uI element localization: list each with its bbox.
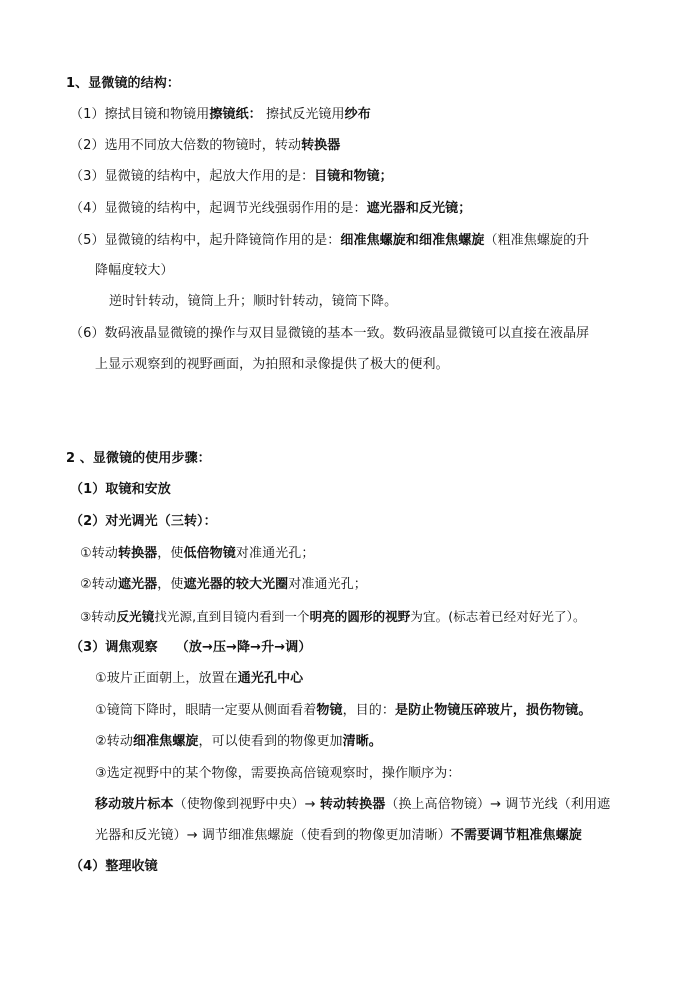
s1-item-6-cont: 上显示观察到的视野画面，为拍照和录像提供了极大的便利。 [95,357,449,372]
text: （2）选用不同放大倍数的物镜时，转动 [70,138,302,153]
text: （1）擦拭目镜和物镜用 [70,107,210,122]
text-bold: 通光孔中心 [237,671,304,686]
s1-item-5-cont: 降幅度较大） [95,263,174,278]
text-bold: 细准焦螺旋 [132,734,199,749]
s1-item-6: （6）数码液晶显微镜的操作与双目显微镜的基本一致。数码液晶显微镜可以直接在液晶屏 [70,326,590,341]
s2-step-3-line-3 [95,733,382,751]
text: 找光源,直到目镜内看到一个 [154,609,310,624]
text: ①玻片正面朝上，放置在 [95,671,238,686]
text-bold: 明亮的圆形的视野 [309,609,411,624]
text: ，目的： [342,703,395,718]
text-bold: 遮光器的较大光圈 [183,577,289,592]
s2-step-2-line-2 [80,576,367,594]
s2-step-3-line-5 [95,796,610,814]
text-bold: 物镜 [316,703,343,718]
section-1-heading: 1、显微镜的结构： [66,76,180,91]
text: 对准通光孔； [288,577,367,592]
text: ③转动 [80,609,117,624]
text: 为宜。(标志着已经对好光了）。 [410,609,586,624]
text: （使物像到视野中央）→ [173,797,320,812]
text-bold: 不需要调节粗准焦螺旋 [450,828,582,843]
text-bold: 转换器 [301,138,341,153]
text-bold: 反光镜 [116,609,155,624]
s2-step-4: （4）整理收镜 [70,859,158,874]
text: ①镜筒下降时，眼睛一定要从侧面看着 [95,703,317,718]
s2-step-2-line-1 [80,545,315,563]
text-bold: 目镜和物镜； [314,169,393,184]
s2-step-2-line-3 [80,608,586,626]
s2-step-3-line-1 [95,670,303,688]
section-2-heading: 2 、显微镜的使用步骤： [66,451,211,466]
text-bold: 遮光器和反光镜； [366,201,472,216]
text: （粗准焦螺旋的升 [484,233,590,248]
text: ②转动 [95,734,133,749]
text-bold: 清晰。 [342,734,382,749]
text: 对准通光孔； [235,546,315,561]
text-bold: 细准焦螺旋和细准焦螺旋 [340,233,485,248]
text-bold: 擦镜纸： [209,107,262,122]
text-bold: 移动玻片标本 [95,797,174,812]
text: ，可以使看到的物像更加 [198,734,343,749]
text: （3）显微镜的结构中，起放大作用的是： [70,169,315,184]
s2-step-1: （1）取镜和安放 [70,482,171,497]
text: （换上高倍物镜）→ 调节光线（利用遮 [385,797,611,812]
s2-step-3-line-2 [95,702,591,720]
s1-item-3 [70,168,393,186]
s2-step-3-title [70,639,311,657]
text: （4）显微镜的结构中，起调节光线强弱作用的是： [70,201,367,216]
text: ，使 [157,577,184,592]
text-bold: （3）调焦观察 [70,640,158,655]
text-bold: 低倍物镜 [183,546,236,561]
s2-step-3-line-4: ③选定视野中的某个物像，需要换高倍镜观察时，操作顺序为： [95,766,461,781]
text-bold: 遮光器 [117,577,158,592]
s1-item-2 [70,137,340,155]
text-bold: 转动转换器 [319,797,386,812]
s1-item-4 [70,200,471,218]
text: ②转动 [80,577,118,592]
text: 擦拭反光镜用 [261,107,345,122]
s1-item-5 [70,232,589,250]
text: ，使 [157,546,184,561]
text: 光器和反光镜）→ 调节细准焦螺旋（使看到的物像更加清晰） [95,828,451,843]
text-bold: 纱布 [344,107,371,122]
text: ①转动 [80,546,118,561]
s1-item-1 [70,106,371,124]
flow-text: （放→压→降→升→调） [175,640,312,655]
s2-step-3-line-6 [95,827,582,845]
text-bold: 转换器 [117,546,158,561]
text-bold: 是防止物镜压碎玻片，损伤物镜。 [394,703,592,718]
s1-item-5-note: 逆时针转动，镜筒上升；顺时针转动，镜筒下降。 [109,294,398,309]
text: （5）显微镜的结构中，起升降镜筒作用的是： [70,233,341,248]
s2-step-2-title: （2）对光调光（三转）： [70,514,217,529]
